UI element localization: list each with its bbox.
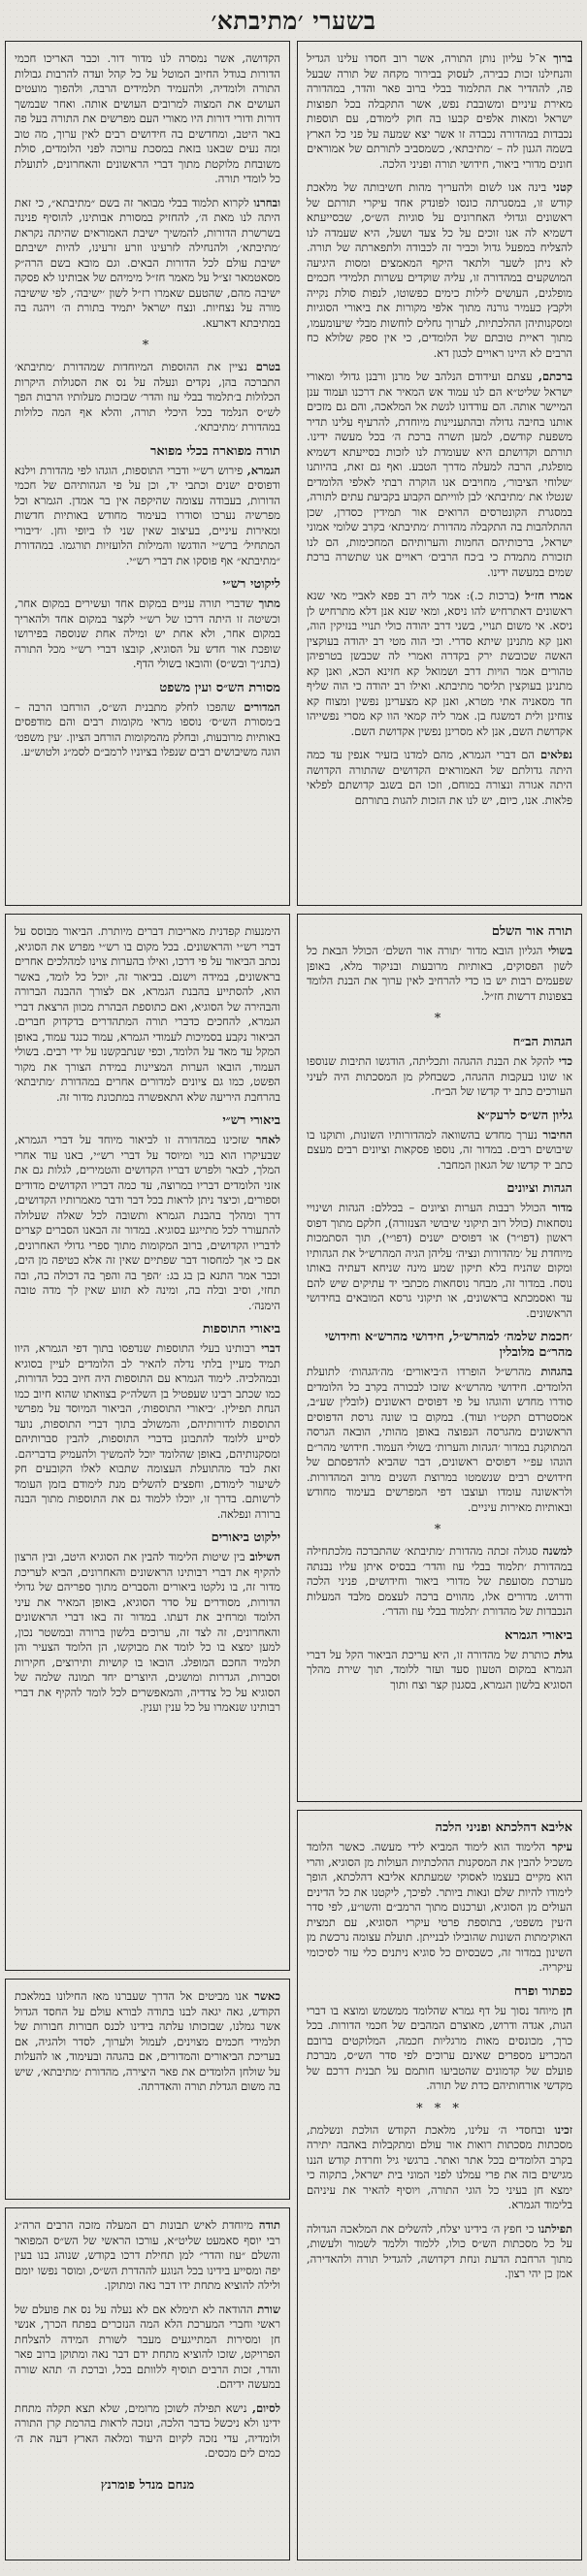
paragraph-lead-word: נפלאים xyxy=(535,748,572,761)
paragraph-lead-word: תפילתנו xyxy=(534,2221,572,2236)
paragraph: כדי להקל את הבנת ההגהה ותכליתה, הודגשו התיבות שנוספו או שונו בעקבות ההגהה, כשבחלק מן המסכתות היה לעיני העורכים כתב יד קדשו של הב״ח. xyxy=(307,1054,572,1098)
paragraph-lead-word: עיקר xyxy=(544,1840,572,1853)
paragraph: זכינו ובחסדי ה׳ עלינו, מלאכת הקודש הולכת ונשלמת, מסכתות מסכתות רואות אור עולם ומתקבלות באהבה יתירה בקרב הלומדים בכל אתר ואתר. ברגשי גיל וחרדת קודש הננו מגישים בזה את פרי עמלנו לפני המוני בית ישראל, בתקוה כי ימצא חן בעיני כל הוגי התורה, ויוסיף להאיר את עיניהם בלימוד הגמרא. xyxy=(307,2122,572,2211)
section-heading: ביאורי התוספות xyxy=(202,1322,280,1336)
paragraph: ברכתם, עצתם ועידודם הנלהב של מרנן ורבנן גדולי ומאורי ישראל שליט״א הם לנו עמוד אש המאיר את דרכנו ועמוד ענן המיישר אותה. הם עודדונו לגשת אל המלאכה, והם גם מזכים אותנו בחיבה גדולה ובהתעניינות מיוחדת, להרעיף עלינו תדיר משפעת קודשם, למען תשרה ברכת ה׳ בכל מעשה ידינו. תורתם וקדושתם היא שעומדת לנו לזכות בסייעתא דשמיא מופלגת, הרבה למעלה מדרך הטבע. ואף גם זאת, בהיותנו ׳שלוחי הציבור׳, מחויבים אנו הוקרה רבתי לאלפי הלומדים שנטלו את ׳מתיבתא׳ לבן לווייתם הקבוע בקביעת עתים לתורה, במסגרת הקונטרסים הרואים אור תמידין כסדרן, שכן ההתלהבות בה התקבלה מהדורת ׳מתיבתא׳ בקרב שלומי אמוני ישראל, ברכותיהם החמות והערותיהם המחכימות, הם לנו תזכורת מתמדת כי ב׳כח הרבים׳ ראויים אנו שתשרה ברכת שמים במעשה ידינו. xyxy=(307,370,572,579)
section-heading: ליקוטי רש״י xyxy=(222,577,280,592)
star-separator: * xyxy=(434,1523,445,1537)
paragraph: גולת כותרת של מהדורה זו, היא עריכת הביאור הקל על דברי הגמרא במקום הטעון סעד ועזר ללומד, תוך שירת מהלך הסוגיא בלשון הגמרא, בסגנון קצר וצח ותוך xyxy=(307,1647,572,1691)
paragraph-lead-word: המדורים xyxy=(235,699,280,714)
paragraph: בטרם נציין את ההוספות המיוחדות שמהדורת ׳מתיבתא׳ התברכה בהן, נקדים ונעלה על נס את הסגולות היקרות הכלולות ב׳תלמוד בבלי עוז והדר׳ שבזכות מעלותיו הרבות הפך לש״ס הנלמד בכל היכלי תורה, והלא אף המה כלולות במהדורת ׳מתיבתא׳. xyxy=(15,360,280,434)
star-separator: * xyxy=(142,338,153,353)
paragraph: המדורים שהפכו לחלק מתבנית הש״ס, הורחבו הרבה – ב׳מסורת הש״ס׳ נוספו מראי מקומות רבים והם מודפסים באותיות מרובעות, ובחלק מהמקומות הורחב הציון. ׳עין משפט׳ הוגה משיבושים רבים שנפלו בציוניו לרמב״ם לסמ״ג ולטוש״ע. xyxy=(15,699,280,758)
paragraph: החיבור נערך מחדש בהשוואה למהדורותיו השונות, ותוקנו בו שיבושים רבים. במדור זה, נוספו פסקאות וציונים רבים מעצם כתב יד קדשו של הגאון המחבר. xyxy=(307,1127,572,1172)
section-heading: תורה אור השלם xyxy=(491,924,572,939)
paragraph: ובחרנו לקרוא תלמוד בבלי מבואר זה בשם ״מתיבתא״, כי זאת היתה לנו מאת ה׳, להחזיק במסורת אבותינו, להוסיף פנינה בשרשרת הדורות, להמשיך ישיבת האמוראים שהיתה נקראת ׳מתיבתא׳, ולהנחילה לזרעינו וזרע זרעינו, להיות ישיבתם ישיבת עולם לכל הדורות הבאים. וגם מובא בשם הרה״ק מסאטמאר זצ״ל על מאמר חז״ל מימיהם של אבותינו לא פסקה ישיבה מהם, שהטעם שאמרו רז״ל לשון ׳ישיבה׳, לפי שישיבה מורה על נצחיות. ונצח ישראל יתמיד בתורת ה׳ ויהגה בה במתיבתא דארעא. xyxy=(15,195,281,330)
paragraph: קטני בינה אנו לשום ולהעריך מהות חשיבותה של מלאכת קודש זו, במסגרתה כונסו לפונדק אחד עיקרי תורתם של ראשונים וגדולי האחרונים על סוגיות הש״ס, שבסייעתא דשמיא לה אנו זוכים על כל צעד ושעל, היא שעמדה לנו להצליח במפעל גדול וכביר זה לכבודה ולתפארתה של תורה. לא ניתן לשער ולתאר היקף המאמצים ומסות היגיעה המושקעים במהדורה זו, עליה שוקדים עשרות תלמידי חכמים מופלגים, העושים לילות כימים כפשוטו, לנפות סולת נקייה ולקבץ כעמיר גורנה מתוך אלפי מקורות את ביאורי הסוגיות ומסקנותיהן ההלכתיות, לערוך גחלים לוחשות מבלי שיעומעמו, מתוך ראיית טובתם של הלומדים, כי אין ספק שלולא כח הרבים לא היינו ראויים לכגון דא. xyxy=(307,180,573,360)
paragraph-lead-word: מדור xyxy=(545,1201,572,1214)
paragraph-lead-word: קטני xyxy=(546,180,573,194)
paragraph-lead-word: בטרם xyxy=(246,360,280,373)
paragraph: הקדושה, אשר נמסרה לנו מדור דור. וכבר האריכו חכמי הדורות בגודל החיוב המוטל על כל קהל ועדה להרבות גבולות התורה ולומדיה, ולהעמיד תלמידים הרבה, ולהפוך מועטים העושים את המצוה למרובים העושים אותה. ואחר שבמשך דורות ודורי דורות היו מאורי העם מפרשים את התורה בעל פה באר היטב, ומחדשים בה חידושים רבים לאין ערוך, מה טוב ומה נעים שבאנו בזאת במסכת ערוכה לפני הלומדים, סולת משובחת מלוקטת מתוך דברי הראשונים והאחרונים, לתועלת כל לומדי תורה. xyxy=(15,51,280,185)
paragraph: הגמרא, פירוש רש״י ודברי התוספות, הוגהו לפי מהדורת וילנא ודפוסים ישנים וכתבי יד, וכן על פי הגהותיהם של חכמי הדורות, בעבודה עצומה שהיקפה אין בר אמדן. הגמרא וכל מפרשיה נערכו וסודרו בעימוד מחודש באותיות חדשות ומאירות עיניים, בעיצוב שאין שני לו ביופי וחן. ׳דיבורי המתחיל׳ ברש״י הודגשו והמילות הלועזיות תורגמו. במהדורת ״מתיבתא״ אף פוסקו את דברי רש״י. xyxy=(15,463,280,567)
column-left xyxy=(5,41,290,2560)
column-right xyxy=(297,41,582,2560)
paragraph-lead-word: כדי xyxy=(554,1054,572,1068)
paragraph-lead-word: כאשר xyxy=(247,1989,280,2003)
paragraph: הימנעות קפדנית מאריכות דברים מיותרת. הביאור מבוסס על דברי רש״י והראשונים. בכל מקום בו רש״י מפרש את הסוגיא, נכתב הביאור על פי דרכו, ואילו בהערות צוינו למהלכים אחרים בראשונים, במידה וישנם. בביאור זה, יוכל כל לומד, באשר הוא, להסתייע בהבנת הגמרא, אם לצורך ההבנה הברורה והבהירה של הסוגיא, ואם כתוספת הבהרת מכוון הרצאת דברי הגמרא, להחכים כדברי תורה המתהדרים בדקדוק חברים. הביאור נקבע בסמיכות לעמודי הגמרא, עמוד כנגד עמוד, באופן המקל עד מאד על הלומד, וכפי שנתבקשנו על ידי רבים. בשולי העמוד, הובאו הערות המציינות במידת הצורך את מקור הפשט, כמו גם ציונים למדורים אחרים במהדורת ׳מתיבתא׳ בהרחבת היריעה שלא התאפשרה במתכונת מדור זה. xyxy=(15,924,280,1104)
star-separator: * xyxy=(434,1012,445,1026)
page-title: בשערי ׳מתיבתא׳ xyxy=(211,7,376,35)
section-heading: כפתור ופרח xyxy=(513,1983,572,1999)
paragraph: השילוב בין שיטות הלימוד להבין את הסוגיא היטב, ובין הרצון להקיף את דברי רבותינו הראשונים והאחרונים, הביא לעריכת מדור זה, בו נלקטו ביאורים והסברים מתוך ספריהם של גדולי הדורות, מסודרים על סדר הסוגיא, באופן המאיר את עיני הלומד ומרחיב את דעתו. במדור זה באו דברי הראשונים והאחרונים, זה לצד זה, ערוכים בלשון ברורה ובמשטר נכון, למען ימצא בו כל לומד את מבוקשו, הן הלומד הצעיר והן תלמיד החכם המופלג. הובאו בו קושיות ותירוצים, חקירות וסברות, הגדרות ומושגים, היוצרים יחד תמונה שלמה של הסוגיא על כל צדדיה, והמאפשרים לכל לומד להקיף את דברי רבותינו שנאמרו על כל ענין וענין. xyxy=(15,1550,281,1714)
two-column-layout xyxy=(5,41,582,2560)
section-heading: גליון הש״ס לרעק״א xyxy=(476,1108,572,1123)
paragraph-lead-word: בשולי xyxy=(542,944,572,957)
section-heading: תורה מפוארה בכלי מפואר xyxy=(150,443,280,459)
framed-text-box xyxy=(5,1979,290,2200)
paragraph: עיקר הלימוד הוא לימוד המביא לידי מעשה. כאשר הלומד משכיל להבין את המסקנות ההלכתיות העולות מן הסוגיא, והרי הוא מקיים בעצמו לאסוקי שמעתתא אליבא דהלכתא, הופך לימודו להיות שלם ונאות ביותר. לפיכך, ליקטנו את כל הדינים העולים מן הסוגיא, וערכנום מתוך הרמב״ם והשו״ע, לפי סדר ה׳עין משפט׳, בתוספת פרטי עיקרי הסוגיא, עם תמצית האוקימתות השונות שהובילו לבנייתן. תועלת עצומה נרכשת מן השינון במדור זה, כשבסיום כל סוגיא ניתנים כלי עזר לסיכומי עיקריה. xyxy=(307,1840,572,1974)
section-heading: ביאורי הגמרא xyxy=(505,1627,572,1643)
paragraph: לסיום, נישא תפילה לשוכן מרומים, שלא תצא תקלה מתחת ידינו ולא ניכשל בדבר הלכה, ונזכה לראות בהרמת קרן התורה ולומדיה, עדי נזכה לקיום היעוד ומלאה הארץ דעה את ה׳ כמים לים מכסים. xyxy=(15,2400,280,2460)
paragraph: כאשר אנו מביטים אל הדרך שעברנו מאז החילונו במלאכת הקודש, גאה יגאה לבנו בתודה לבורא עולם על החסד הגדול אשר גמלנו, שבזכותו עלתה בידינו לכנס חבורות חבורות של תלמידי חכמים מצוינים, לעמול ולערוך, לסדר ולהגיה, אם בעריכת הביאורים והמדורים, אם בהגהה ובעימוד, או להעלות על שולחן הלומדים את פאר היצירה, מהדורת ׳מתיבתא׳, שיש בה משום הגדלת תורה והאדרתה. xyxy=(15,1989,280,2093)
paragraph: שורת ההודאה לא תימלא אם לא נעלה על נס את פועלם של ראשי וחברי המערכת הלא המה הנזכרים בפתח הכרך, אנשי חן ומסירות המתייגעים מעבר לשורת המידה להצלחת הפרויקט, שזכו להוציא מתחת ידם דבר נאה ומתוקן ברוב פאר והדר, זכות הרבים תוסיף ללוותם בכל, וברכת ה׳ תהא שורה במעשה ידיהם. xyxy=(15,2302,280,2391)
paragraph-lead-word: זכינו xyxy=(545,2122,572,2137)
framed-text-box xyxy=(297,1810,582,2560)
paragraph-lead-word: שורת xyxy=(252,2302,280,2316)
paragraph-lead-word: החיבור xyxy=(537,1127,572,1142)
framed-text-box xyxy=(297,41,582,906)
paragraph: ברוך א־ל עליון נותן התורה, אשר רוב חסדו עלינו הגדיל והנחילנו זכות כבירה, לעסוק בבירור מקחה של תורה שבעל פה, לההדיר את התלמוד בבלי ברוב פאר והדר, במהדורה מאירת עיניים ומשובבת נפש, אשר התקבלה בכל תפוצות ישראל ומאות אלפים קבעו בה חוק לימודם, עם תוספות נכבדות במהדורה נכבדה זו אשר יצא שמעה על פני כל הארץ בשמה הגנון לה – ׳מתיבתא׳, כשמסביב לתורתם של אמוראים חונים מדורי ביאור, חידושי תורה ופניני הלכה. xyxy=(307,51,572,171)
framed-text-box xyxy=(5,41,290,906)
paragraph-lead-word: דברי xyxy=(255,1341,280,1355)
framed-text-box xyxy=(5,914,290,1971)
section-heading: הגהות וציונים xyxy=(506,1181,572,1196)
section-heading: ביאורי רש״י xyxy=(222,1113,280,1128)
section-heading: הגהות הב״ח xyxy=(512,1035,572,1049)
paragraph-lead-word: ברכתם, xyxy=(532,370,572,383)
paragraph-lead-word: לסיום, xyxy=(246,2400,280,2415)
paragraph: בהגהות מהרש״ל הופרדו ה׳ביאורים׳ מה׳הגהות׳ לתועלת הלומדים. חידושי מהרש״א שזכו לבכורה בקרב כל הלומדים סודרו מחדש והוגהו על פי דפוסים ראשונים (לובלין שע״ב, אמסטרדם תקט״ו ועוד). במקום בו שונה גרסת הדפוסים הראשונים מהגרסה הנפוצה באופן מהותי, הובאה הגרסה המתוקנת במדור ׳הגהות והערות׳ בשולי העמוד. חידושי מהר״ם הוגהו עפ״י דפוסים ראשונים, דבר שהביא להדפסתם של חידושים רבים שנשמטו במרוצת השנים מרוב המהדורות. ולראשונה עומדו ועוצבו דפי המפרשים בעימוד מחודש ובאותיות מאירות עיניים. xyxy=(307,1365,572,1514)
paragraph: אמרו חז״ל (ברכות כ.): אמר ליה רב פפא לאביי מאי שנא ראשונים דאתרחיש להו ניסא, ומאי שנא אנן דלא מתרחיש לן ניסא. אי משום תנויי, בשני דרב יהודה כולי תנויי בנזיקין הוה, ואנן קא מתנינן שיתא סדרי. וכי הוה מטי רב יהודה בעוקצין האשה שכובשת ירק בקדרה ואמרי לה שכבשן בטרפיהן טהורים אמר הויות דרב ושמואל קא חזינא הכא, ואנן קא מתנינן בעוקצין תליסר מתיבתא. ואילו רב יהודה כי הוה שליף חד מסאניה אתי מטרא, ואנן קא מצערינן נפשין ומצוח קא צוחינן ולית דמשגח בן. אמר ליה קמאי הוו קא מסרי נפשייהו אקדושת השם, אנן לא מסרינן נפשין אקדושת השם. xyxy=(307,589,572,738)
paragraph-lead-word: השילוב xyxy=(245,1550,281,1563)
paragraph-lead-word: מתוך xyxy=(253,596,280,610)
paragraph: חן מיוחד נסוך על דף גמרא שהלומד ממשמש ומוצא בו דברי הגות, אגדה ודרוש, מאוצרם המהבים של חכמי הדורות. בכל כרך, מכונסים מאות מרגליות חכמה, המלוקטים ברובם המכריע מספרים שאינם ערוכים לפי סדר הש״ס, מברכת פועלם של קדמונים שהטביעו חותמם על תבנית דרכם של מקדשי אורחותיהם כדת של תורה. xyxy=(307,2003,572,2092)
paragraph: מתוך שדברי תורה עניים במקום אחד ועשירים במקום אחר, וכשיטה זו היתה דרכו של רש״י לקצר במקום אחד ולהאריך במקום אחר, ולא אחת יש ומילה אחת שנוספה בפירושו שופכת אור חדש על הסוגיא, קובצו דברי רש״י מכל התורה (בתנ״ך ובש״ס) והובאו בשולי הדף. xyxy=(15,596,280,670)
paragraph-lead-word: חן xyxy=(558,2003,572,2017)
signature: מנחם מנדל פומרנץ xyxy=(100,2477,195,2493)
paragraph-lead-word: הגמרא, xyxy=(243,463,280,477)
paragraph: תודה מיוחדת לאיש תבונות רם המעלה מזכה הרבים הרה״ג רבי יוסף סאמעט שליט״א, עורכו הראשי של הש״ס המפואר והשלם ״עוז והדר״ למן תחילת דרכו בקודש, שנוהג בנו בעין יפה ומסייע בידינו בכל הנוגע לההדרת הש״ס, ומוסר נפשו יומם ולילה להוציא מתחת ידו דבר נאה ומתוקן. xyxy=(15,2218,280,2292)
paragraph: למשנה סגולה זכתה מהדורת ׳מתיבתא׳ שהתברכה מלכתחילה במהדורת ׳תלמוד בבלי עוז והדר׳ בבסיס איתן עליו נבנתה מערכת מסועפת של מדורי ביאור וחידושים, פניני הלכה ודרוש. מדורים אלו, מהווים ברכה לעצמם מלבד המעלות הנכבדות של מהדורת ׳תלמוד בבלי עוז והדר׳. xyxy=(307,1544,572,1618)
paragraph-lead-word: ובחרנו xyxy=(248,195,281,209)
paragraph-lead-word: תודה xyxy=(252,2218,280,2232)
paragraph: תפילתנו כי חפץ ה׳ בידינו יצלח, להשלים את המלאכה הגדולה על כל מסכתות הש״ס כולו, ללמוד וללמד לשמור ולעשות, מתוך הרחבת הדעת ונחת דקדושה, להגדיל תורה ולהאדירה, אמן כן יהי רצון. xyxy=(307,2221,572,2280)
paragraph-lead-word: גולת xyxy=(549,1647,572,1661)
paragraph-lead-word: ברוך xyxy=(545,51,572,65)
framed-text-box xyxy=(5,2207,290,2560)
framed-text-box xyxy=(297,914,582,1802)
paragraph: דברי רבותינו בעלי התוספות שנדפסו בתוך דפי הגמרא, היוו תמיד מעיין בלתי נדלה להאיר לב הלומדים לעיין בסוגיא ובמהלכיה. לימוד הגמרא עם התוספות היה חיוב בכל הדורות, כמו שכתב רבינו שעפטיל בן השלה״ק בצוואתו שהוא חיוב כמו הנחת תפילין. ׳ביאורי התוספות׳, הביאור המיוסד על מפרשי התוספות לדורותיהם, והמשולב בתוך דברי התוספות, נועד לסייע ללומד להתבונן בדברי התוספות, להבין סברותיהם ומסקנותיהם, באופן שהלומד יוכל להמשיך ולהעמיק בדבריהם. זאת לבד מהתועלת העצומה שתבוא לאלו הקובעים חק לשיעור לימודם, וחפצים להשלים מנת לימודם בזמן העומד לרשותם. בדרך זו, יוכלו ללמוד גם את התוספות מתוך הבנה ברורה ונפלאה. xyxy=(15,1341,280,1521)
paragraph-lead-word: אמרו חז״ל xyxy=(519,589,572,602)
paragraph: מדור הכולל רבבות הערות וציונים – בכללם: הגהות ושינויי נוסחאות (כולל רוב תיקוני שיבושי הצנזורה), חלקם מתוך דפוס ראשון (דפו״ר) או דפוסים ישנים (דפו״י), תוך הסתמכות מיוחדת על ׳מהדורות ונציה׳ עליהן הגיה המהרש״ל את הגהותיו ומקום שהניח בלא תיקון שמע מינה שניחא דעתיה באותו נוסח. במדור זה, מבחר נוסחאות מכתבי יד עתיקים שיש להם עד ואסמכתא בראשונים, או תיקוני גרסא המובאים בחידושי הראשונים. xyxy=(307,1201,572,1320)
section-heading: ׳חכמת שלמה׳ למהרש״ל, חידושי מהרש״א וחידושי מהר״ם מלובלין xyxy=(324,1330,572,1360)
paragraph: נפלאים הם דברי הגמרא, מהם למדנו בזעיר אנפין עד כמה היתה גדולתם של האמוראים הקדושים שהתורה הקדושה היתה אגורה ונצורה במוחם, וזכו הם בשגב קדושתם לפלאי פלאות. אנו, כיום, יש לנו את הזכות להגות בתורתם xyxy=(307,748,572,807)
section-heading: אליבא דהלכתא ופניני הלכה xyxy=(435,1820,572,1835)
paragraph-lead-word: לאחר xyxy=(248,1133,280,1146)
paragraph-lead-word: למשנה xyxy=(538,1544,572,1558)
section-heading: ילקוט ביאורים xyxy=(211,1530,280,1545)
paragraph: בשולי הגליון הובא מדור ׳תורה אור השלם׳ הכולל הבאת כל לשון הפסוקים, באותיות מרובעות ובניקוד מלא, באופן שפעמים רבות יש בו כדי להרחיב לאין ערוך את הבנת הלומד בצפונות דרשות חז״ל. xyxy=(307,944,572,1003)
paragraph-lead-word: בהגהות xyxy=(531,1365,572,1378)
section-heading: מסורת הש״ס ועין משפט xyxy=(159,680,280,695)
paragraph: לאחר שזכינו במהדורה זו לביאור מיוחד על דברי הגמרא, שבעיקרו הוא בנוי ומיוסד על דברי רש״י, באנו עוד אחרי המלך, לבאר ולפרש דבריו הקדושים והטמירים, לגלות גם את אזני הלומדים דבריו במרוצה, עד כמה דבריו הקדושים מדודים וספורים, וכיצד ניתן לראות בכל דבר ודבר מאמרותיו הקדושים, דרך ומהלך בהבנת הגמרא ותשובה לכל שאלה שעלולה להתעורר לכל מתייגע בסוגיא. במדור זה הבאנו הסברים קצרים לדבריו הקדושים, ברוב המקומות מתוך ספרי גדולי האחרונים, אם כי אך למחסור דבר שפתיים שאין זה אלא כטיפה מן הים, וכבר אמר התנא בן בג בג: ׳הפך בה והפך בה דכולה בה, ובה תחזי, וסיב ובלה בה, ומינה לא תזוע שאין לך מדה טובה הימנה׳. xyxy=(15,1133,280,1312)
star-separator: * * * xyxy=(416,2101,463,2116)
